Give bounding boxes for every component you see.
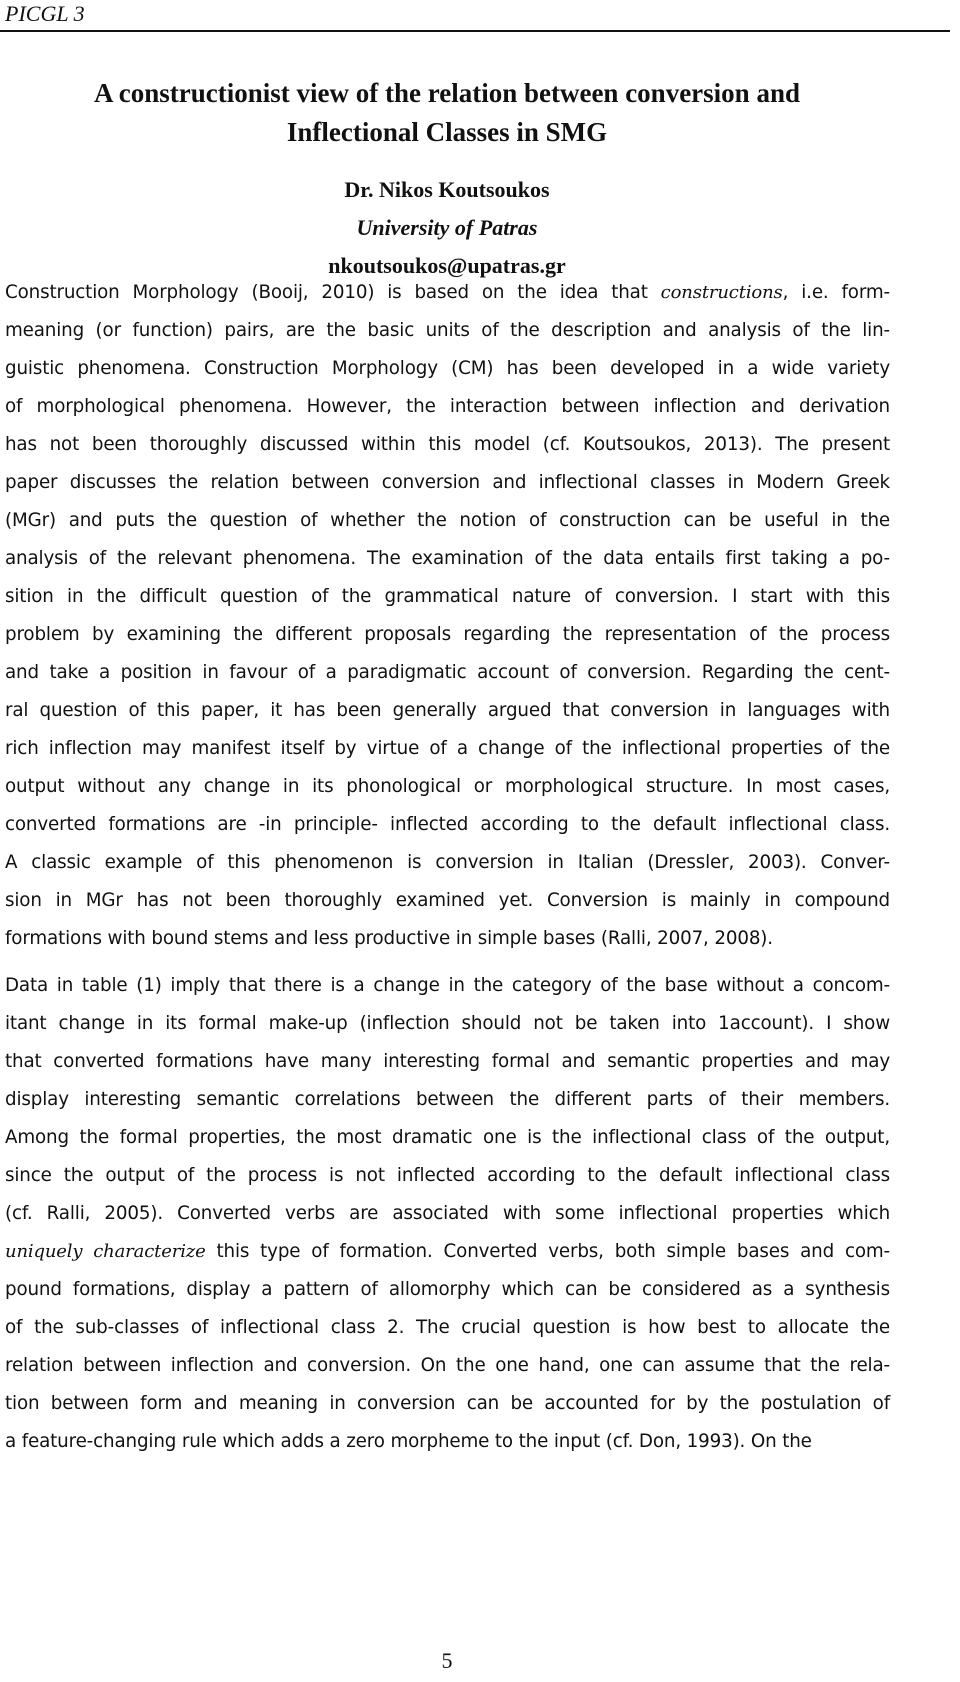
text-line (5, 1005, 890, 1043)
text-line (5, 1043, 890, 1081)
text-run: rich inflection may manifest itself by virtue of a change of the inflectional properties of the (5, 738, 890, 759)
text-run: (MGr) and puts the question of whether the notion of construction can be useful in the (5, 510, 890, 531)
text-run: A classic example of this phenomenon is conversion in Italian (Dressler, 2003). Conver- (5, 852, 890, 873)
text-run: of morphological phenomena. However, the interaction between inflection and derivation (5, 396, 890, 417)
text-line (5, 312, 890, 350)
text-line (5, 1195, 890, 1233)
text-run: guistic phenomena. Construction Morphology (CM) has been developed in a wide variety (5, 358, 890, 379)
text-line (5, 540, 890, 578)
text-run: of the sub-classes of inflectional class 2. The crucial question is how best to allocate the (5, 1317, 890, 1338)
text-run: , i.e. form- (782, 282, 890, 303)
text-run: formations with bound stems and less productive in simple bases (Ralli, 2007, 2008). (5, 928, 773, 949)
text-run: paper discusses the relation between conversion and inflectional classes in Modern Greek (5, 472, 890, 493)
paper-title (0, 74, 894, 152)
text-line (5, 502, 890, 540)
text-line (5, 1119, 890, 1157)
text-line (5, 1157, 890, 1195)
text-line (5, 1271, 890, 1309)
body-text (5, 274, 890, 1461)
text-line (5, 920, 890, 958)
text-line (5, 1423, 890, 1461)
text-run: Data in table (1) imply that there is a change in the category of the base without a concom- (5, 975, 890, 996)
text-line (5, 464, 890, 502)
text-line (5, 350, 890, 388)
text-run: tion between form and meaning in conversion can be accounted for by the postulation of (5, 1393, 890, 1414)
text-run: itant change in its formal make-up (inflection should not be taken into 1account). I show (5, 1013, 890, 1034)
paragraph (5, 967, 890, 1461)
text-line (5, 274, 890, 312)
text-line (5, 654, 890, 692)
text-run: converted formations are -in principle- inflected according to the default inflectional class. (5, 814, 890, 835)
text-run: that converted formations have many interesting formal and semantic properties and may (5, 1051, 890, 1072)
author-affiliation: University of Patras (356, 215, 538, 240)
text-run: this type of formation. Converted verbs, both simple bases and com- (205, 1241, 890, 1262)
paper-title-line-2: Inflectional Classes in SMG (286, 117, 608, 147)
text-line (5, 967, 890, 1005)
text-line (5, 1309, 890, 1347)
text-line (5, 1233, 890, 1271)
text-line (5, 616, 890, 654)
italic-run: uniquely characterize (5, 1241, 206, 1262)
text-run: sition in the difficult question of the grammatical nature of conversion. I start with this (5, 586, 890, 607)
author-name: Dr. Nikos Koutsoukos (344, 177, 550, 202)
paragraph (5, 274, 890, 958)
text-line (5, 730, 890, 768)
text-run: relation between inflection and conversion. On the one hand, one can assume that the rela- (5, 1355, 890, 1376)
text-line (5, 1347, 890, 1385)
text-line (5, 578, 890, 616)
text-line (5, 844, 890, 882)
text-run: a feature-changing rule which adds a zero morpheme to the input (cf. Don, 1993). On the (5, 1431, 812, 1452)
text-run: output without any change in its phonological or morphological structure. In most cases, (5, 776, 890, 797)
text-line (5, 1385, 890, 1423)
text-run: has not been thoroughly discussed within this model (cf. Koutsoukos, 2013). The present (5, 434, 890, 455)
text-run: Construction Morphology (Booij, 2010) is based on the idea that (5, 282, 661, 303)
text-line (5, 1081, 890, 1119)
text-run: pound formations, display a pattern of allomorphy which can be considered as a synthesis (5, 1279, 890, 1300)
text-line (5, 768, 890, 806)
text-line (5, 882, 890, 920)
text-run: (cf. Ralli, 2005). Converted verbs are associated with some inflectional properties which (5, 1203, 890, 1224)
text-run: Among the formal properties, the most dramatic one is the inflectional class of the output, (5, 1127, 890, 1148)
text-line (5, 426, 890, 464)
author-block (0, 171, 894, 285)
header-rule (0, 30, 950, 32)
text-run: since the output of the process is not inflected according to the default inflectional class (5, 1165, 890, 1186)
running-header: PICGL 3 (5, 1, 85, 26)
paper-title-line-1: A constructionist view of the relation between conversion and (94, 78, 800, 108)
text-line (5, 388, 890, 426)
text-line (5, 692, 890, 730)
text-run: meaning (or function) pairs, are the basic units of the description and analysis of the lin- (5, 320, 890, 341)
page-number: 5 (441, 1648, 453, 1673)
text-run: and take a position in favour of a paradigmatic account of conversion. Regarding the cent- (5, 662, 890, 683)
author-email: nkoutsoukos@upatras.gr (328, 253, 566, 278)
text-line (5, 806, 890, 844)
text-run: ral question of this paper, it has been generally argued that conversion in languages with (5, 700, 890, 721)
italic-run: constructions (660, 282, 783, 303)
text-run: problem by examining the different proposals regarding the representation of the process (5, 624, 890, 645)
text-run: sion in MGr has not been thoroughly examined yet. Conversion is mainly in compound (5, 890, 890, 911)
text-run: display interesting semantic correlations between the different parts of their members. (5, 1089, 890, 1110)
text-run: analysis of the relevant phenomena. The examination of the data entails first taking a po- (5, 548, 890, 569)
